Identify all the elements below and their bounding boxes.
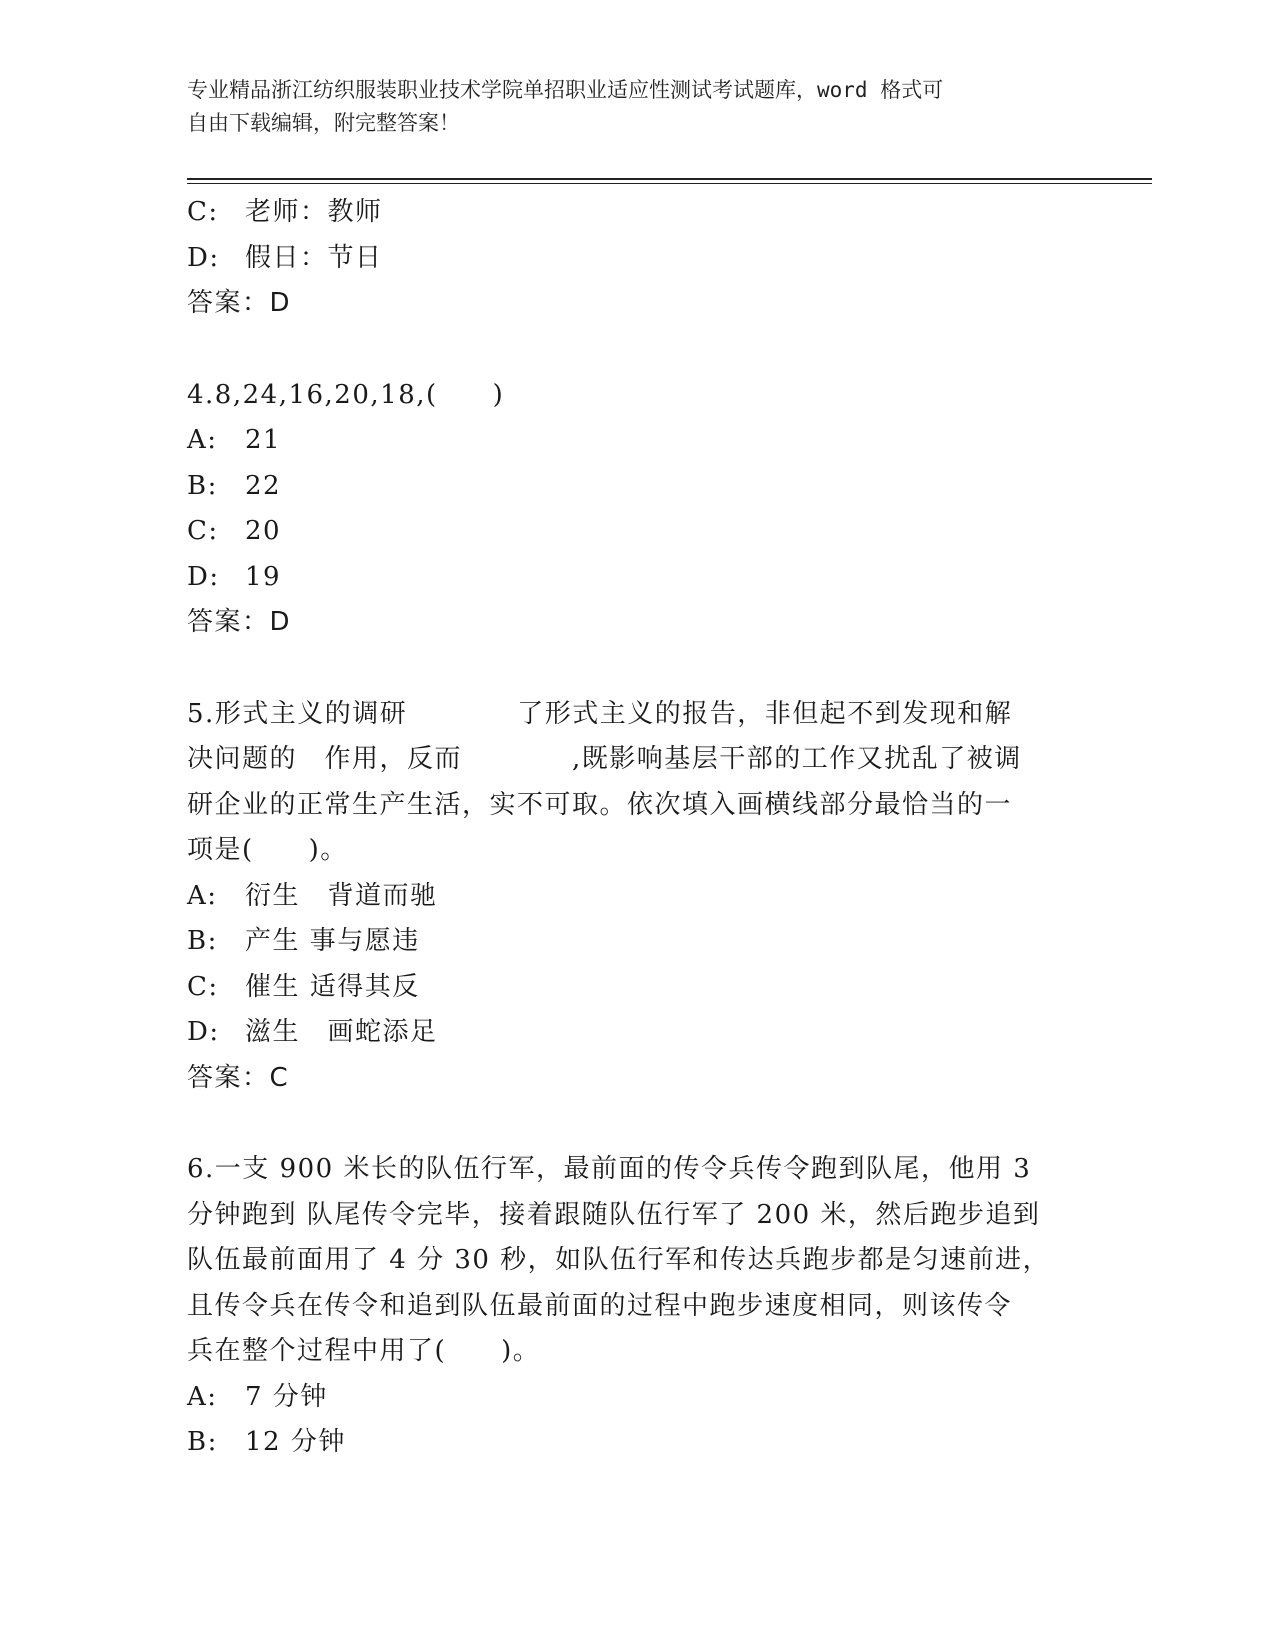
header-line-2: 自由下载编辑，附完整答案！ [187, 111, 460, 135]
option-d [187, 555, 1087, 601]
question-stem-line: 分钟跑到 队尾传令完毕，接着跟随队伍行军了 200 米，然后跑步追到 [187, 1199, 1041, 1230]
option-label: A: [187, 1381, 218, 1412]
option-c [187, 965, 1087, 1011]
header-rule-thick [187, 178, 1152, 180]
option-label: D: [187, 561, 220, 592]
option-c [187, 509, 1087, 555]
question-stem-line: 6.一支 900 米长的队伍行军，最前面的传令兵传令跑到队尾，他用 3 [187, 1154, 1032, 1184]
option-b [187, 464, 1087, 510]
question-stem-line: 项是( )。 [187, 835, 348, 865]
answer: 答案：D [187, 288, 292, 318]
option-a [187, 1375, 1087, 1421]
answer: 答案：C [187, 1062, 290, 1093]
option-text: 20 [245, 516, 282, 546]
option-label: A: [187, 425, 218, 455]
option-d [187, 236, 1087, 282]
option-text: 滋生 画蛇添足 [245, 1017, 438, 1047]
option-text: 7 分钟 [245, 1381, 328, 1412]
option-text: 老师：教师 [245, 197, 383, 227]
option-c [187, 190, 1087, 236]
option-a [187, 874, 1087, 920]
option-label: B: [187, 926, 218, 956]
question-stem: 4.8,24,16,20,18,( ) [187, 379, 505, 410]
option-label: C: [187, 197, 219, 227]
option-text: 22 [245, 470, 282, 501]
option-label: C: [187, 516, 219, 546]
option-text: 21 [245, 425, 282, 455]
option-label: B: [187, 470, 218, 501]
option-label: B: [187, 1427, 218, 1457]
option-text: 12 分钟 [245, 1427, 346, 1457]
question-stem-line: 兵在整个过程中用了( )。 [187, 1336, 541, 1366]
option-label: A: [187, 880, 218, 911]
question-3-tail [187, 190, 1087, 327]
answer: 答案：D [187, 607, 292, 637]
question-stem-line: 研企业的正常生产生活，实不可取。依次填入画横线部分最恰当的一 [187, 789, 1013, 820]
option-d [187, 1010, 1087, 1056]
option-label: D: [187, 1017, 220, 1047]
question-6 [187, 1147, 1087, 1466]
question-stem-line: 决问题的 作用，反而 ,既影响基层干部的工作又扰乱了被调 [187, 744, 1022, 774]
option-b [187, 919, 1087, 965]
option-b [187, 1420, 1087, 1466]
question-4 [187, 373, 1087, 646]
option-a [187, 418, 1087, 464]
question-stem-line: 且传令兵在传令和追到队伍最前面的过程中跑步速度相同，则该传令 [187, 1290, 1013, 1321]
option-text: 产生 事与愿违 [245, 926, 420, 956]
option-text: 催生 适得其反 [245, 971, 420, 1002]
document-header [187, 74, 1067, 140]
document-body [187, 190, 1087, 1466]
header-line-1: 专业精品浙江纺织服装职业技术学院单招职业适应性测试考试题库，word 格式可 [187, 78, 944, 102]
question-5 [187, 692, 1087, 1102]
option-label: C: [187, 971, 219, 1002]
question-stem-line: 5.形式主义的调研 了形式主义的报告，非但起不到发现和解 [187, 698, 1013, 729]
header-rule-thin [187, 183, 1152, 184]
option-text: 假日：节日 [245, 242, 383, 273]
option-label: D: [187, 242, 220, 273]
option-text: 19 [245, 561, 282, 592]
question-stem-line: 队伍最前面用了 4 分 30 秒，如队伍行军和传达兵跑步都是匀速前进， [187, 1245, 1051, 1275]
option-text: 衍生 背道而驰 [245, 880, 438, 911]
